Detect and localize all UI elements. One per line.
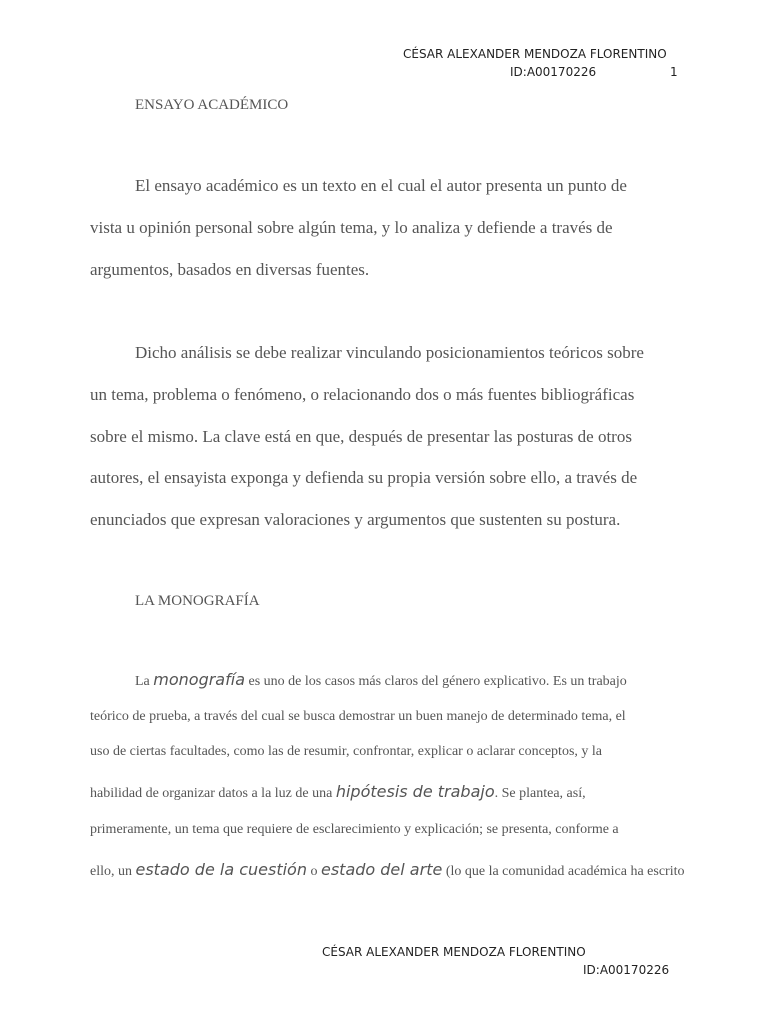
emphasized-term: estado de la cuestión	[135, 860, 307, 879]
paragraph-line: teórico de prueba, a través del cual se busca demostrar un buen manejo de determinado tema, el	[90, 709, 626, 724]
paragraph-line: enunciados que expresan valoraciones y argumentos que sustenten su postura.	[90, 510, 621, 529]
paragraph-line: argumentos, basados en diversas fuentes.	[90, 260, 370, 279]
paragraph-line: autores, el ensayista exponga y defienda su propia versión sobre ello, a través de	[90, 468, 638, 487]
essay-heading: ENSAYO ACADÉMICO	[135, 97, 289, 113]
paragraph-line: sobre el mismo. La clave está en que, después de presentar las posturas de otros	[90, 427, 632, 446]
text-run: o	[306, 864, 321, 879]
footer-id: ID:A00170226	[583, 963, 670, 977]
paragraph-line: Dicho análisis se debe realizar vinculando posicionamientos teóricos sobre	[135, 343, 644, 362]
paragraph-line: vista u opinión personal sobre algún tema, y lo analiza y defiende a través de	[90, 218, 613, 237]
emphasized-term: monografía	[153, 670, 245, 689]
paragraph-line	[90, 860, 684, 880]
text-run: La	[135, 674, 154, 689]
header-author: CÉSAR ALEXANDER MENDOZA FLORENTINO	[403, 47, 667, 61]
monograph-heading: LA MONOGRAFÍA	[135, 593, 260, 609]
paragraph-line: uso de ciertas facultades, como las de resumir, confrontar, explicar o aclarar conceptos, y la	[90, 744, 602, 759]
paragraph-line: El ensayo académico es un texto en el cual el autor presenta un punto de	[135, 176, 627, 195]
text-run: es uno de los casos más claros del género explicativo. Es un trabajo	[245, 674, 627, 689]
text-run: (lo que la comunidad académica ha escrito	[442, 864, 685, 879]
emphasized-term: hipótesis de trabajo	[335, 782, 495, 801]
paragraph-line	[135, 670, 627, 690]
footer-author: CÉSAR ALEXANDER MENDOZA FLORENTINO	[322, 945, 586, 959]
paragraph-line: un tema, problema o fenómeno, o relacionando dos o más fuentes bibliográficas	[90, 385, 635, 404]
paragraph-line: primeramente, un tema que requiere de esclarecimiento y explicación; se presenta, conforme a	[90, 822, 619, 837]
text-run: habilidad de organizar datos a la luz de una	[90, 786, 336, 801]
emphasized-term: estado del arte	[320, 860, 443, 879]
text-run: ello, un	[90, 864, 136, 879]
paragraph-line	[90, 782, 586, 802]
page-number: 1	[670, 65, 678, 79]
text-run: . Se plantea, así,	[494, 786, 586, 801]
header-id: ID:A00170226	[510, 65, 597, 79]
